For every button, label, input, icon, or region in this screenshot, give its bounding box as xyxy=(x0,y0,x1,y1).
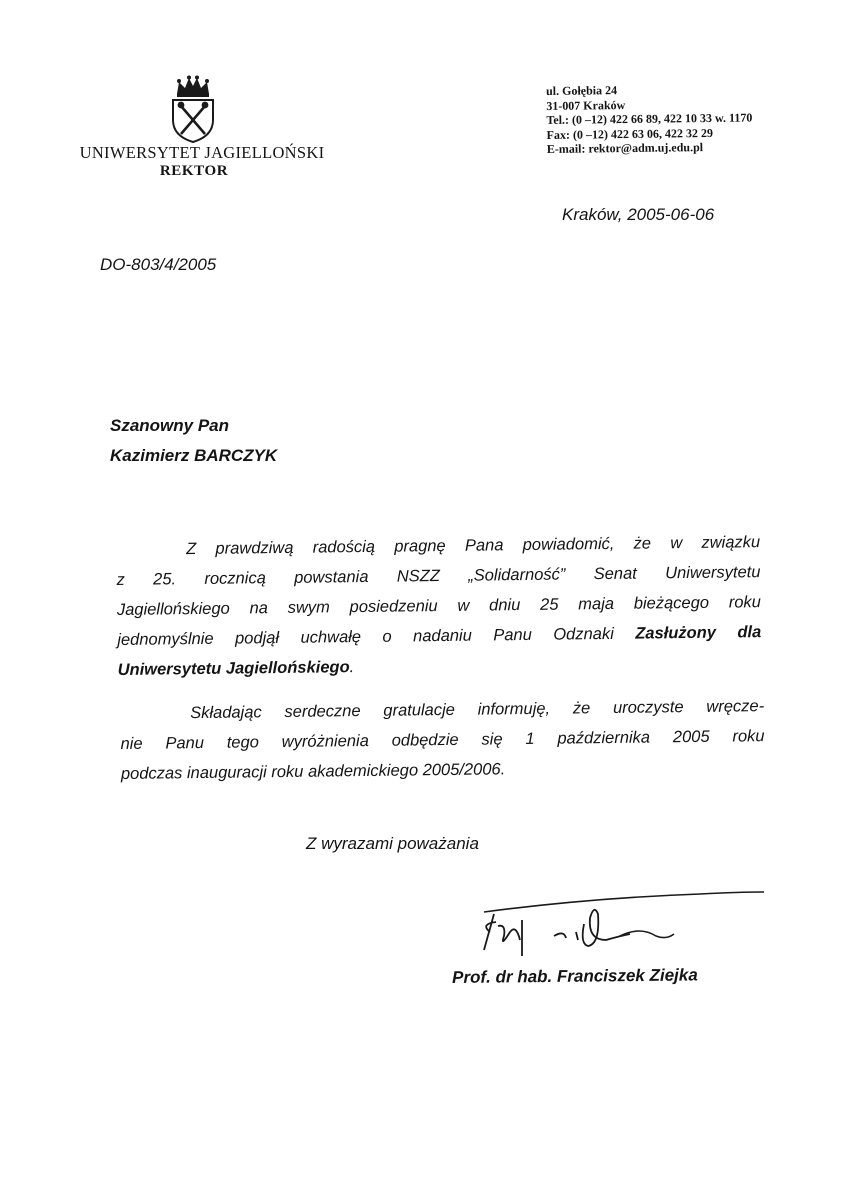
email-address: E-mail: rektor@adm.uj.edu.pl xyxy=(546,140,704,157)
paragraph-1-line-2: z 25. rocznicą powstania NSZZ „Solidarność” Senat Uniwersytetu xyxy=(116,563,761,589)
fax-numbers: Fax: (0 –12) 422 63 06, 422 32 29 xyxy=(546,125,714,142)
paragraph-2-line-2: nie Panu tego wyróżnienia odbędzie się 1 października 2005 roku xyxy=(120,727,765,753)
contact-block xyxy=(546,81,753,156)
organization-role: REKTOR xyxy=(159,163,229,179)
paragraph-2-line-3: podczas inauguracji roku akademickiego 2005/2006. xyxy=(120,760,506,783)
paragraph-1-line-3: Jagiellońskiego na swym posiedzeniu w dniu 25 maja bieżącego roku xyxy=(116,593,761,619)
handwritten-signature xyxy=(470,884,770,966)
reference-number: DO-803/4/2005 xyxy=(100,255,217,274)
recipient-salutation: Szanowny Pan xyxy=(110,416,230,435)
award-name-part-1: Zasłużony dla xyxy=(635,623,762,643)
paragraph-1-line-4-text: jednomyślnie podjął uchwałę o nadaniu Panu Odznaki xyxy=(117,624,614,649)
university-crest-icon xyxy=(167,74,219,144)
paragraph-1-line-1: Z prawdziwą radością pragnę Pana powiadomić, że w związku xyxy=(186,533,761,559)
closing-phrase: Z wyrazami poważania xyxy=(306,834,479,853)
place-date: Kraków, 2005-06-06 xyxy=(562,205,715,224)
organization-name: UNIWERSYTET JAGIELLOŃSKI xyxy=(79,143,325,162)
paragraph-2 xyxy=(120,691,765,789)
recipient-block xyxy=(110,411,277,471)
recipient-name: Kazimierz BARCZYK xyxy=(110,446,278,465)
paragraph-2-line-1: Składając serdeczne gratulacje informuję, że uroczyste wręcze- xyxy=(190,697,765,723)
paragraph-1 xyxy=(116,527,762,685)
address-city: 31-007 Kraków xyxy=(546,97,626,113)
paragraph-1-end: . xyxy=(349,658,355,677)
award-name-part-2: Uniwersytetu Jagiellońskiego xyxy=(117,658,350,679)
phone-numbers: Tel.: (0 –12) 422 66 89, 422 10 33 w. 1170 xyxy=(546,110,753,128)
signer-name: Prof. dr hab. Franciszek Ziejka xyxy=(452,965,698,987)
address-street: ul. Gołębia 24 xyxy=(546,83,618,98)
